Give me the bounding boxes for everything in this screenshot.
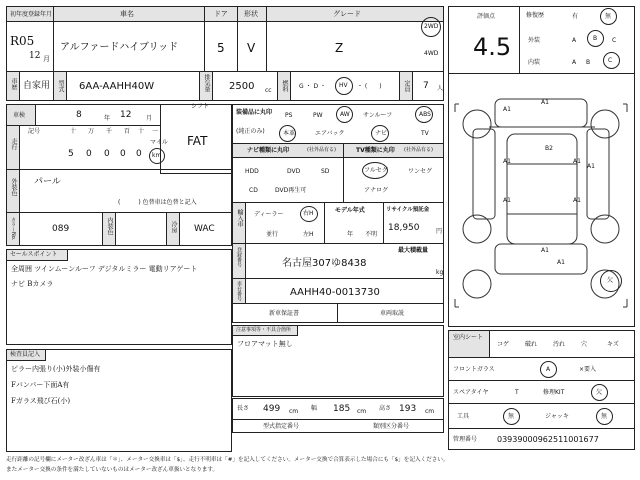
door-value: 5 — [217, 41, 225, 55]
color-value: パール — [34, 177, 61, 187]
reg-year-label: 初年度登録年月 — [10, 11, 53, 18]
inspect-label: 車検 — [13, 112, 26, 119]
mileage-digits-label: 記号 — [28, 128, 41, 135]
cap-unit: 人 — [437, 85, 444, 92]
model-year-label: モデル年式 — [335, 207, 365, 214]
import-label: 輸入車 — [236, 209, 243, 227]
dims-hgt-label: 高さ — [379, 405, 392, 412]
ac-header — [166, 212, 180, 246]
recycle-unit: 円 — [436, 228, 443, 235]
int-grade-a: A — [572, 59, 577, 66]
inspector-notes-box — [6, 349, 232, 452]
shape-value: V — [247, 41, 256, 55]
interior-color-label: 内装色 — [106, 217, 113, 235]
color-no-label: カラーNo. — [10, 217, 16, 241]
reg-year-cell — [6, 21, 54, 72]
tv-oneseg: ワンセグ — [408, 168, 433, 175]
seat-row — [448, 330, 635, 358]
nav-dvd-play: DVD再生可 — [275, 187, 307, 194]
glass-replace: ×要入 — [579, 366, 597, 373]
equip-airbag: エアバック — [315, 130, 345, 137]
sales-point-label: セールスポイント — [10, 251, 58, 258]
footer-line-2: またメーター交換の条件を満たしていないものはメーター改ざん車扱いとなります。 — [6, 467, 219, 473]
car-diagram-box — [448, 73, 635, 327]
warranty-label: 新車保証書 — [269, 310, 300, 317]
cap-label: 定員 — [403, 80, 410, 92]
seat-hole: 穴 — [581, 341, 588, 348]
dims-wid-label: 幅 — [311, 405, 318, 412]
import-cell — [245, 202, 325, 244]
tv-type-sub: (社外品有る) — [404, 147, 433, 153]
grade-label: グレード — [333, 10, 361, 18]
tool-value: 無 — [508, 413, 515, 420]
nav-type-sub: (社外品有る) — [307, 147, 336, 153]
use-value: 自家用 — [23, 81, 51, 91]
seat-tear: 破れ — [525, 341, 538, 348]
diagram-mark-2: A1 — [503, 106, 511, 113]
sales-point-line-1: 全周囲 ツインムーンルーフ デジタルミラー 電動リアゲート — [11, 265, 198, 273]
shape-header — [237, 6, 267, 22]
manual-label: 車両取説 — [380, 310, 405, 317]
color-cell — [19, 169, 232, 213]
score-value: 4.5 — [473, 33, 512, 61]
equip-box — [232, 104, 444, 144]
dims-wid: 185 — [333, 404, 351, 414]
plate-header — [232, 243, 246, 279]
manual-cell — [337, 303, 444, 323]
footer-line-1: 走行距離の記号欄にメーター改ざん車は「＊」、メーター交換車は「$」、走行不明車は「#」を記入してください。メーター交換で合算表示した場合にも「$」を記入ください。 — [6, 457, 449, 463]
diagram-mark-7: A1 — [573, 197, 581, 204]
type-number-label: 型式指定番号 — [263, 423, 300, 430]
color-note: ( ) 色替車は色替と記入 — [118, 199, 197, 206]
grade-header — [266, 6, 444, 22]
mileage-unit-1: 万 — [88, 128, 95, 135]
equip-tv: TV — [421, 130, 429, 137]
inspector-note-3: Fガラス飛び石(小) — [11, 397, 71, 405]
disp-value: 2500 — [229, 81, 255, 92]
reg-year-value: R05 — [10, 34, 35, 48]
dims-wid-unit: cm — [357, 408, 367, 415]
inspect-month-unit: 月 — [146, 115, 153, 122]
dims-len: 499 — [263, 404, 281, 414]
ext-grade-c: C — [612, 37, 617, 44]
mileage-digit-1: 0 — [86, 149, 92, 159]
equip-sub: (純正のみ) — [236, 128, 265, 135]
manage-label: 管理番号 — [453, 436, 478, 443]
cap-cell — [412, 71, 444, 101]
import-left: 左H — [303, 231, 314, 238]
model-year-cell — [324, 202, 384, 244]
import-right: 右H — [303, 210, 314, 217]
diagram-mark-3: A1 — [503, 158, 511, 165]
repair-label: 修復歴 — [526, 12, 545, 19]
dims-hgt: 193 — [399, 404, 417, 414]
manage-row — [448, 428, 635, 450]
disp-cell — [212, 71, 278, 101]
warranty-cell — [232, 303, 338, 323]
model-code: 6AA-AAHH40W — [79, 81, 155, 92]
dims-len-label: 長さ — [237, 405, 250, 412]
inspect-year-unit: 年 — [104, 115, 111, 122]
recycle-value: 18,950 — [388, 223, 420, 233]
mileage-km: km — [152, 152, 162, 159]
notes-box — [232, 325, 444, 397]
sales-point-line-2: ナビ Bカメラ — [11, 280, 54, 288]
type-header — [53, 71, 67, 101]
fuel-cell — [290, 71, 400, 101]
door-label: ドア — [214, 10, 228, 18]
mileage-unit-3: 百 — [124, 128, 131, 135]
shape-cell — [237, 21, 267, 72]
color-header — [6, 169, 20, 213]
shift-cell — [160, 104, 232, 174]
plate-label: 登録番号 — [236, 247, 242, 267]
drive-2wd: 2WD — [424, 23, 439, 30]
mileage-unit-4: 十 — [138, 128, 145, 135]
disp-unit: cc — [265, 87, 272, 94]
int-grade-c: C — [608, 57, 613, 64]
max-load-label: 最大積載量 — [398, 247, 429, 254]
history-header — [6, 71, 20, 101]
mileage-digit-2: 0 — [104, 149, 110, 159]
ac-value: WAC — [194, 224, 215, 234]
glass-label: フロントガラス — [453, 366, 495, 373]
grade-panel — [519, 6, 635, 74]
door-cell — [204, 21, 238, 72]
equip-navi: ナビ — [375, 130, 388, 137]
notes-value: フロアマット無し — [237, 340, 293, 348]
equip-pw: PW — [313, 112, 323, 119]
reg-month-value: 12 — [29, 51, 41, 61]
tv-analog: アナログ — [364, 187, 389, 194]
model-year-unknown: 不明 — [365, 231, 378, 238]
recycle-cell — [383, 202, 444, 244]
grade-value: Z — [335, 41, 344, 55]
ext-grade-a: A — [572, 37, 577, 44]
nav-dvd: DVD — [287, 168, 301, 175]
seat-burn: コゲ — [497, 341, 510, 348]
cap-value: 7 — [423, 81, 429, 91]
fuel-hv: HV — [339, 82, 348, 89]
footer — [6, 456, 636, 478]
spare-row — [448, 380, 635, 404]
mileage-unit-5: 一 — [152, 128, 159, 135]
diagram-mark-8: A1 — [541, 247, 549, 254]
color-no-value: 089 — [52, 224, 70, 234]
color-no-cell — [19, 212, 103, 246]
type-label: 型式 — [57, 80, 64, 92]
spare-label: スペアタイヤ — [453, 389, 489, 396]
shape-label: 形状 — [244, 10, 258, 18]
spare-kit: 修理KIT — [543, 389, 565, 396]
missing-mark: 欠 — [607, 277, 614, 284]
inspect-cell — [35, 104, 161, 126]
repair-no: 無 — [605, 13, 612, 20]
interior-color-cell — [115, 212, 167, 246]
int-grade-b: B — [586, 59, 591, 66]
type-number-row — [232, 419, 444, 433]
color-label: 外装色 — [10, 178, 17, 196]
shift-value: FAT — [187, 134, 208, 148]
jack-value: 無 — [601, 413, 608, 420]
inspect-header — [6, 104, 36, 126]
ext-grade-b: B — [593, 35, 598, 42]
chassis-value: AAHH40-0013730 — [290, 287, 380, 298]
dims-hgt-unit: cm — [425, 408, 435, 415]
nav-type-box — [232, 143, 344, 203]
nav-cd: CD — [249, 187, 258, 194]
tool-row — [448, 403, 635, 429]
fuel-header — [277, 71, 291, 101]
mileage-digit-3: 0 — [120, 149, 126, 159]
seat-scratch: キズ — [607, 341, 619, 348]
diagram-mark-9: B2 — [545, 145, 553, 152]
diagram-mark-5: A1 — [587, 163, 595, 170]
score-label: 評価点 — [477, 13, 496, 20]
plate-cell — [245, 243, 444, 279]
equip-ps: PS — [285, 112, 293, 119]
import-parallel: 並行 — [266, 231, 279, 238]
tv-fullseg: フルセグ — [364, 167, 388, 174]
model-code-cell — [66, 71, 200, 101]
inspector-note-2: Fバンパー下面A有 — [11, 381, 70, 389]
nav-type-label: ナビ種類に丸印 — [247, 147, 290, 154]
history-label: 車歴 — [10, 78, 17, 90]
diagram-mark-6: A1 — [503, 197, 511, 204]
exterior-label: 外装 — [528, 37, 541, 44]
chassis-label: 車台番号 — [236, 281, 242, 301]
drive-4wd: 4WD — [424, 50, 439, 57]
inspector-note-1: ピラー内張り(小)外装小傷有 — [11, 365, 101, 373]
glass-a: A — [546, 366, 551, 373]
spare-missing: 欠 — [596, 389, 603, 396]
equip-sunroof: サンルーフ — [363, 112, 393, 119]
interior-color-header — [102, 212, 116, 246]
ac-label: 冷房 — [170, 221, 177, 233]
jack-label: ジャッキ — [545, 413, 569, 420]
chassis-header — [232, 278, 246, 304]
equip-abs: ABS — [419, 111, 431, 118]
color-no-header — [6, 212, 20, 246]
mileage-unit-0: 十 — [70, 128, 77, 135]
seat-stain: 汚れ — [553, 341, 566, 348]
diagram-mark-1: A1 — [541, 99, 549, 106]
car-name-header — [53, 6, 205, 22]
inspector-notes-label: 検査員記入 — [10, 351, 41, 358]
mileage-mile: マイル — [150, 139, 168, 146]
cap-header — [399, 71, 413, 101]
fuel-tail: ・ ( ) — [357, 83, 382, 90]
class-number-label: 類別区分番号 — [373, 423, 410, 430]
spare-t: T — [515, 389, 519, 396]
manage-value: 03939000962511001677 — [497, 435, 599, 444]
car-name-label: 車名 — [120, 10, 134, 18]
glass-row — [448, 357, 635, 381]
car-name-cell — [53, 21, 205, 72]
disp-label: 排気量 — [203, 74, 210, 92]
import-header — [232, 202, 246, 244]
reg-month-unit: 月 — [43, 55, 50, 63]
diagram-mark-10: A1 — [557, 259, 565, 266]
mileage-label: 走行 — [10, 138, 17, 150]
repair-yes: 有 — [572, 13, 579, 20]
inspect-month: 12 — [120, 110, 132, 120]
mileage-header — [6, 125, 20, 170]
model-year-unit: 年 — [347, 231, 354, 238]
grade-cell — [266, 21, 444, 72]
disp-header — [199, 71, 213, 101]
equip-leather: 本革 — [283, 130, 296, 137]
score-box — [448, 6, 520, 74]
tv-type-box — [343, 143, 444, 203]
equip-aw: AW — [340, 111, 350, 118]
nav-sd: SD — [321, 168, 330, 175]
mileage-digit-4: 0 — [136, 149, 142, 159]
sales-point-box — [6, 249, 232, 345]
max-load-unit: kg — [436, 269, 444, 276]
use-cell — [19, 71, 54, 101]
chassis-cell — [245, 278, 444, 304]
dims-len-unit: cm — [289, 408, 299, 415]
tool-label: 工具 — [457, 413, 470, 420]
inspect-year: 8 — [76, 110, 82, 120]
shift-label: シフト — [191, 103, 210, 110]
equip-label: 装備品に丸印 — [236, 109, 273, 116]
fuel-label: 燃料 — [281, 80, 288, 92]
notes-label: 注意事項等・不具合箇所 — [236, 327, 292, 333]
recycle-label: リサイクル預託金 — [386, 207, 430, 213]
seat-label: 室内シート — [453, 334, 484, 341]
dims-row — [232, 398, 444, 420]
door-header — [204, 6, 238, 22]
diagram-mark-4: A1 — [573, 158, 581, 165]
plate-value: 名古屋307ゆ8438 — [282, 258, 367, 269]
import-dealer: ディーラー — [254, 211, 284, 218]
nav-hdd: HDD — [245, 168, 259, 175]
fuel-opts: G ・ D ・ — [299, 83, 326, 90]
reg-year-header — [6, 6, 54, 22]
car-name-value: アルファードハイブリッド — [60, 42, 179, 53]
mileage-cell — [19, 125, 168, 170]
mileage-digit-0: 5 — [68, 149, 74, 159]
ac-cell — [179, 212, 232, 246]
mileage-unit-2: 千 — [106, 128, 113, 135]
tv-type-label: TV種類に丸印 — [356, 147, 395, 154]
interior-label: 内装 — [528, 59, 541, 66]
